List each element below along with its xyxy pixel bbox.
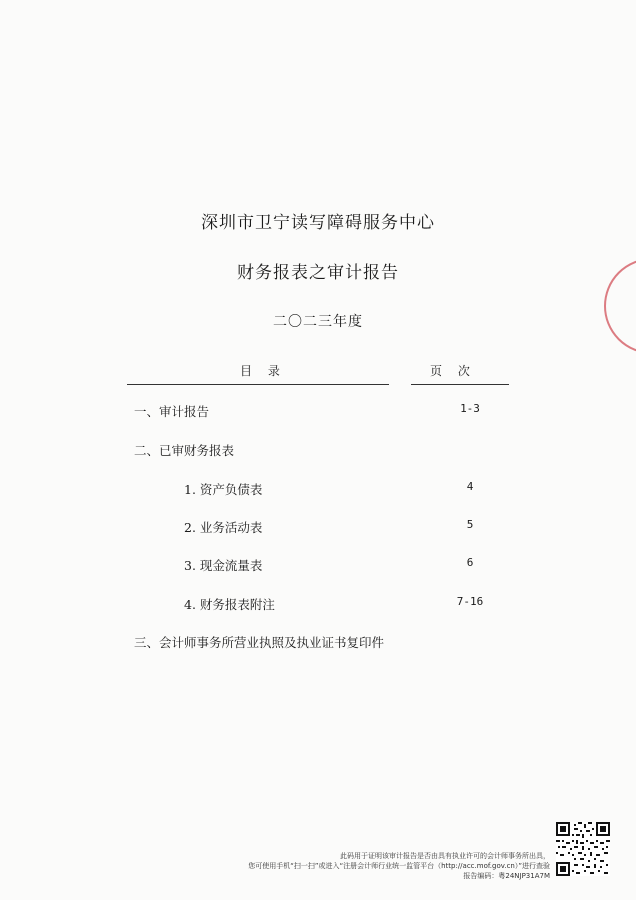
toc-item-label: 4. 财务报表附注: [184, 597, 275, 612]
footer-verification-line2: 您可使用手机“扫一扫”或进入“注册会计师行业统一监管平台（http://acc.mof.gov.cn）”进行查验: [248, 862, 550, 870]
toc-item-audit-report: [0, 402, 636, 422]
toc-item-label: 三、会计师事务所营业执照及执业证书复印件: [134, 635, 385, 650]
toc-rule-contents: [127, 384, 389, 385]
toc-header-contents: 目 录: [240, 364, 286, 378]
toc-item-audited-statements: [0, 441, 636, 461]
toc-item-label: 2. 业务活动表: [184, 520, 263, 535]
toc-item-label: 3. 现金流量表: [184, 558, 263, 573]
organization-title: 深圳市卫宁读写障碍服务中心: [201, 213, 435, 233]
toc-item-pages: 7-16: [456, 595, 484, 608]
footer-verification-line1: 此码用于证明该审计报告是否由具有执业许可的会计师事务所出具，: [340, 852, 550, 860]
toc-rule-pages: [411, 384, 509, 385]
toc-item-label: 二、已审财务报表: [134, 443, 235, 458]
toc-item-notes: [0, 595, 636, 615]
toc-item-pages: 4: [466, 480, 474, 493]
footer-report-code: 报告编码：粤24NJP31A7M: [463, 872, 550, 880]
report-year: 二〇二三年度: [273, 314, 363, 330]
toc-item-label: 一、审计报告: [134, 404, 210, 419]
qr-code-icon[interactable]: [556, 822, 610, 876]
toc-item-pages: 1-3: [460, 402, 480, 415]
toc-header-pages: 页 次: [430, 364, 476, 378]
report-title: 财务报表之审计报告: [237, 263, 399, 283]
toc-item-pages: 6: [466, 556, 474, 569]
toc-item-licenses: [0, 633, 636, 653]
toc-item-activities: [0, 518, 636, 538]
toc-item-cash-flow: [0, 556, 636, 576]
toc-item-label: 1. 资产负债表: [184, 482, 263, 497]
toc-item-balance-sheet: [0, 480, 636, 500]
toc-item-pages: 5: [466, 518, 474, 531]
